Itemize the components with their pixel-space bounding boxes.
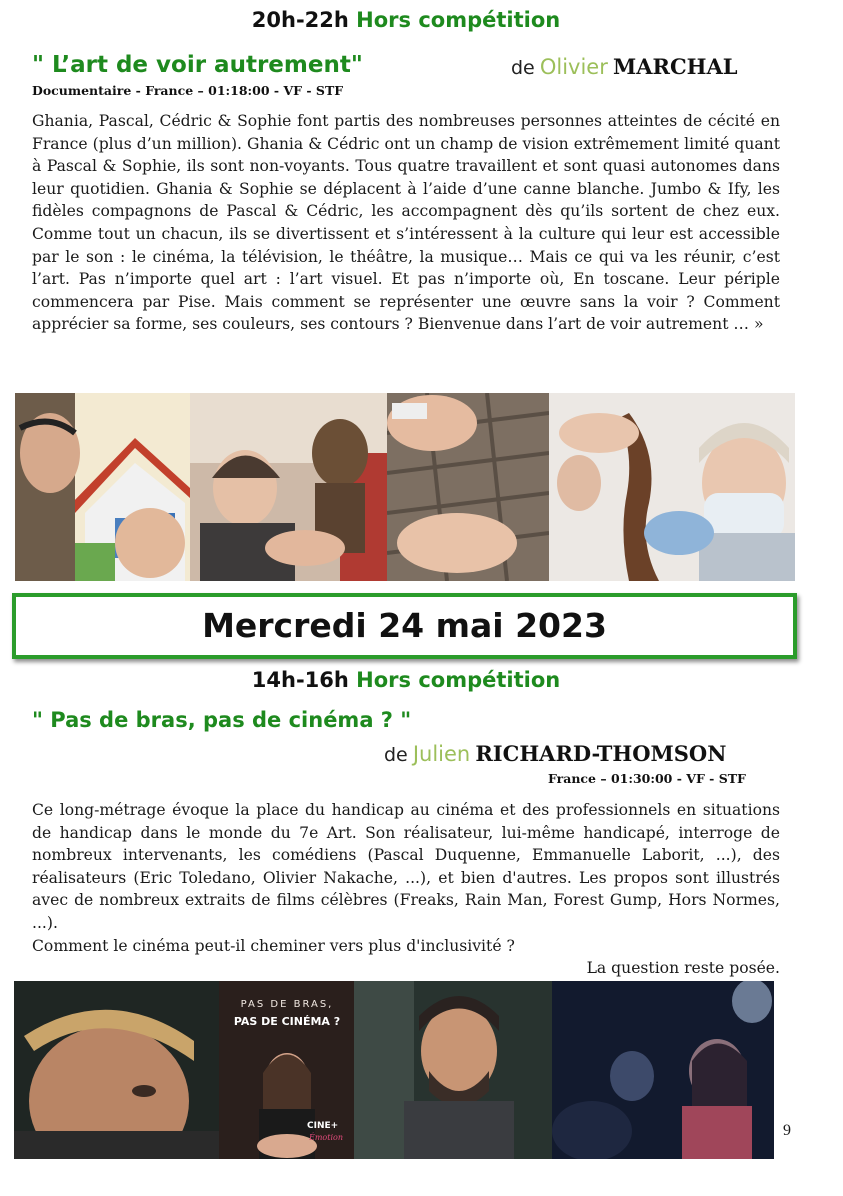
poster-line2: PAS DE CINÉMA ? [233,1015,341,1028]
director-last-name: RICHARD-THOMSON [475,741,727,766]
page-number: 9 [783,1122,791,1139]
photo-sculpture-gloves [549,393,795,581]
session2-synopsis-question: Comment le cinéma peut-il cheminer vers plus d'inclusivité ? [32,937,515,955]
photo-bust-touch [190,393,387,581]
session1-meta: Documentaire - France – 01:18:00 - VF - STF [32,83,344,98]
poster-line1: PAS DE BRAS, [240,999,334,1010]
director-first-name: Julien [412,742,471,766]
photo-interviewee [354,981,552,1159]
session2-closing: La question reste posée. [586,959,780,977]
session1-synopsis: Ghania, Pascal, Cédric & Sophie font partis des nombreuses personnes atteintes de cécité en France (plus d’un million). Ghania & Cédric ont un champ de vision extrêmement limité quant à Pascal & Sophie, ils sont non-voyants. Tous quatre travaillent et sont quasi autonomes dans leur quotidien. Ghania & Sophie se déplacent à l’aide d’une canne blanche. Jumbo & Ify, les fidèles compagnons de Pascal & Cédric, les accompagnent dès qu’ils sortent de chez eux. Comme tout un chacun, ils se divertissent et s’intéressent à la culture qui leur est accessible par le son : le cinéma, la télévision, le théâtre, la musique… Mais ce qui va les réunir, c’est l’art. Pas n’importe quel art : l’art visuel. Et pas n’importe où, En toscane. Leur périple commencera par Pise. Mais comment se représenter une œuvre sans la voir ? Comment apprécier sa forme, ses couleurs, ses contours ? Bienvenue dans l’art de voir autrement … » [32,112,780,334]
photo-director-closeup [14,981,219,1159]
session2-title: " Pas de bras, pas de cinéma ? " [32,708,412,732]
director-last-name: MARCHAL [612,54,738,79]
director-first-name: Olivier [539,55,608,79]
session1-director [511,54,738,79]
session2-heading [0,668,812,692]
photo-tactile-model [387,393,549,581]
session2-photo-strip [14,981,774,1159]
film-poster [219,981,354,1159]
date-banner: Mercredi 24 mai 2023 [12,593,797,659]
session1-heading [0,8,812,32]
session2-synopsis: Ce long-métrage évoque la place du handicap au cinéma et des professionnels en situations de handicap dans le monde du 7e Art. Son réalisateur, lui-même handicapé, interroge de nombreux intervenants, les comédiens (Pascal Duquenne, Emmanuelle Laborit, ...), des réalisateurs (Eric Toledano, Olivier Nakache, ...), et bien d'autres. Les propos sont illustrés avec de nombreux extraits de films célèbres (Freaks, Rain Man, Forest Gump, Hors Normes, ...). [32,801,780,932]
session1-label: Hors compétition [356,8,561,32]
session2-director [384,741,726,766]
session1-title: " L’art de voir autrement" [32,52,363,78]
photo-cinema-audience [552,981,774,1159]
session1-photo-strip [15,393,795,581]
session1-time: 20h-22h [251,8,349,32]
poster-brand: CINE+ [307,1121,339,1131]
session2-label: Hors compétition [356,668,561,692]
poster-brand-sub: Émotion [309,1133,343,1142]
photo-painting-touch [15,393,190,581]
session2-time: 14h-16h [251,668,349,692]
director-prefix: de [511,57,535,79]
director-prefix: de [384,744,408,766]
session2-meta: France – 01:30:00 - VF - STF [548,771,746,786]
